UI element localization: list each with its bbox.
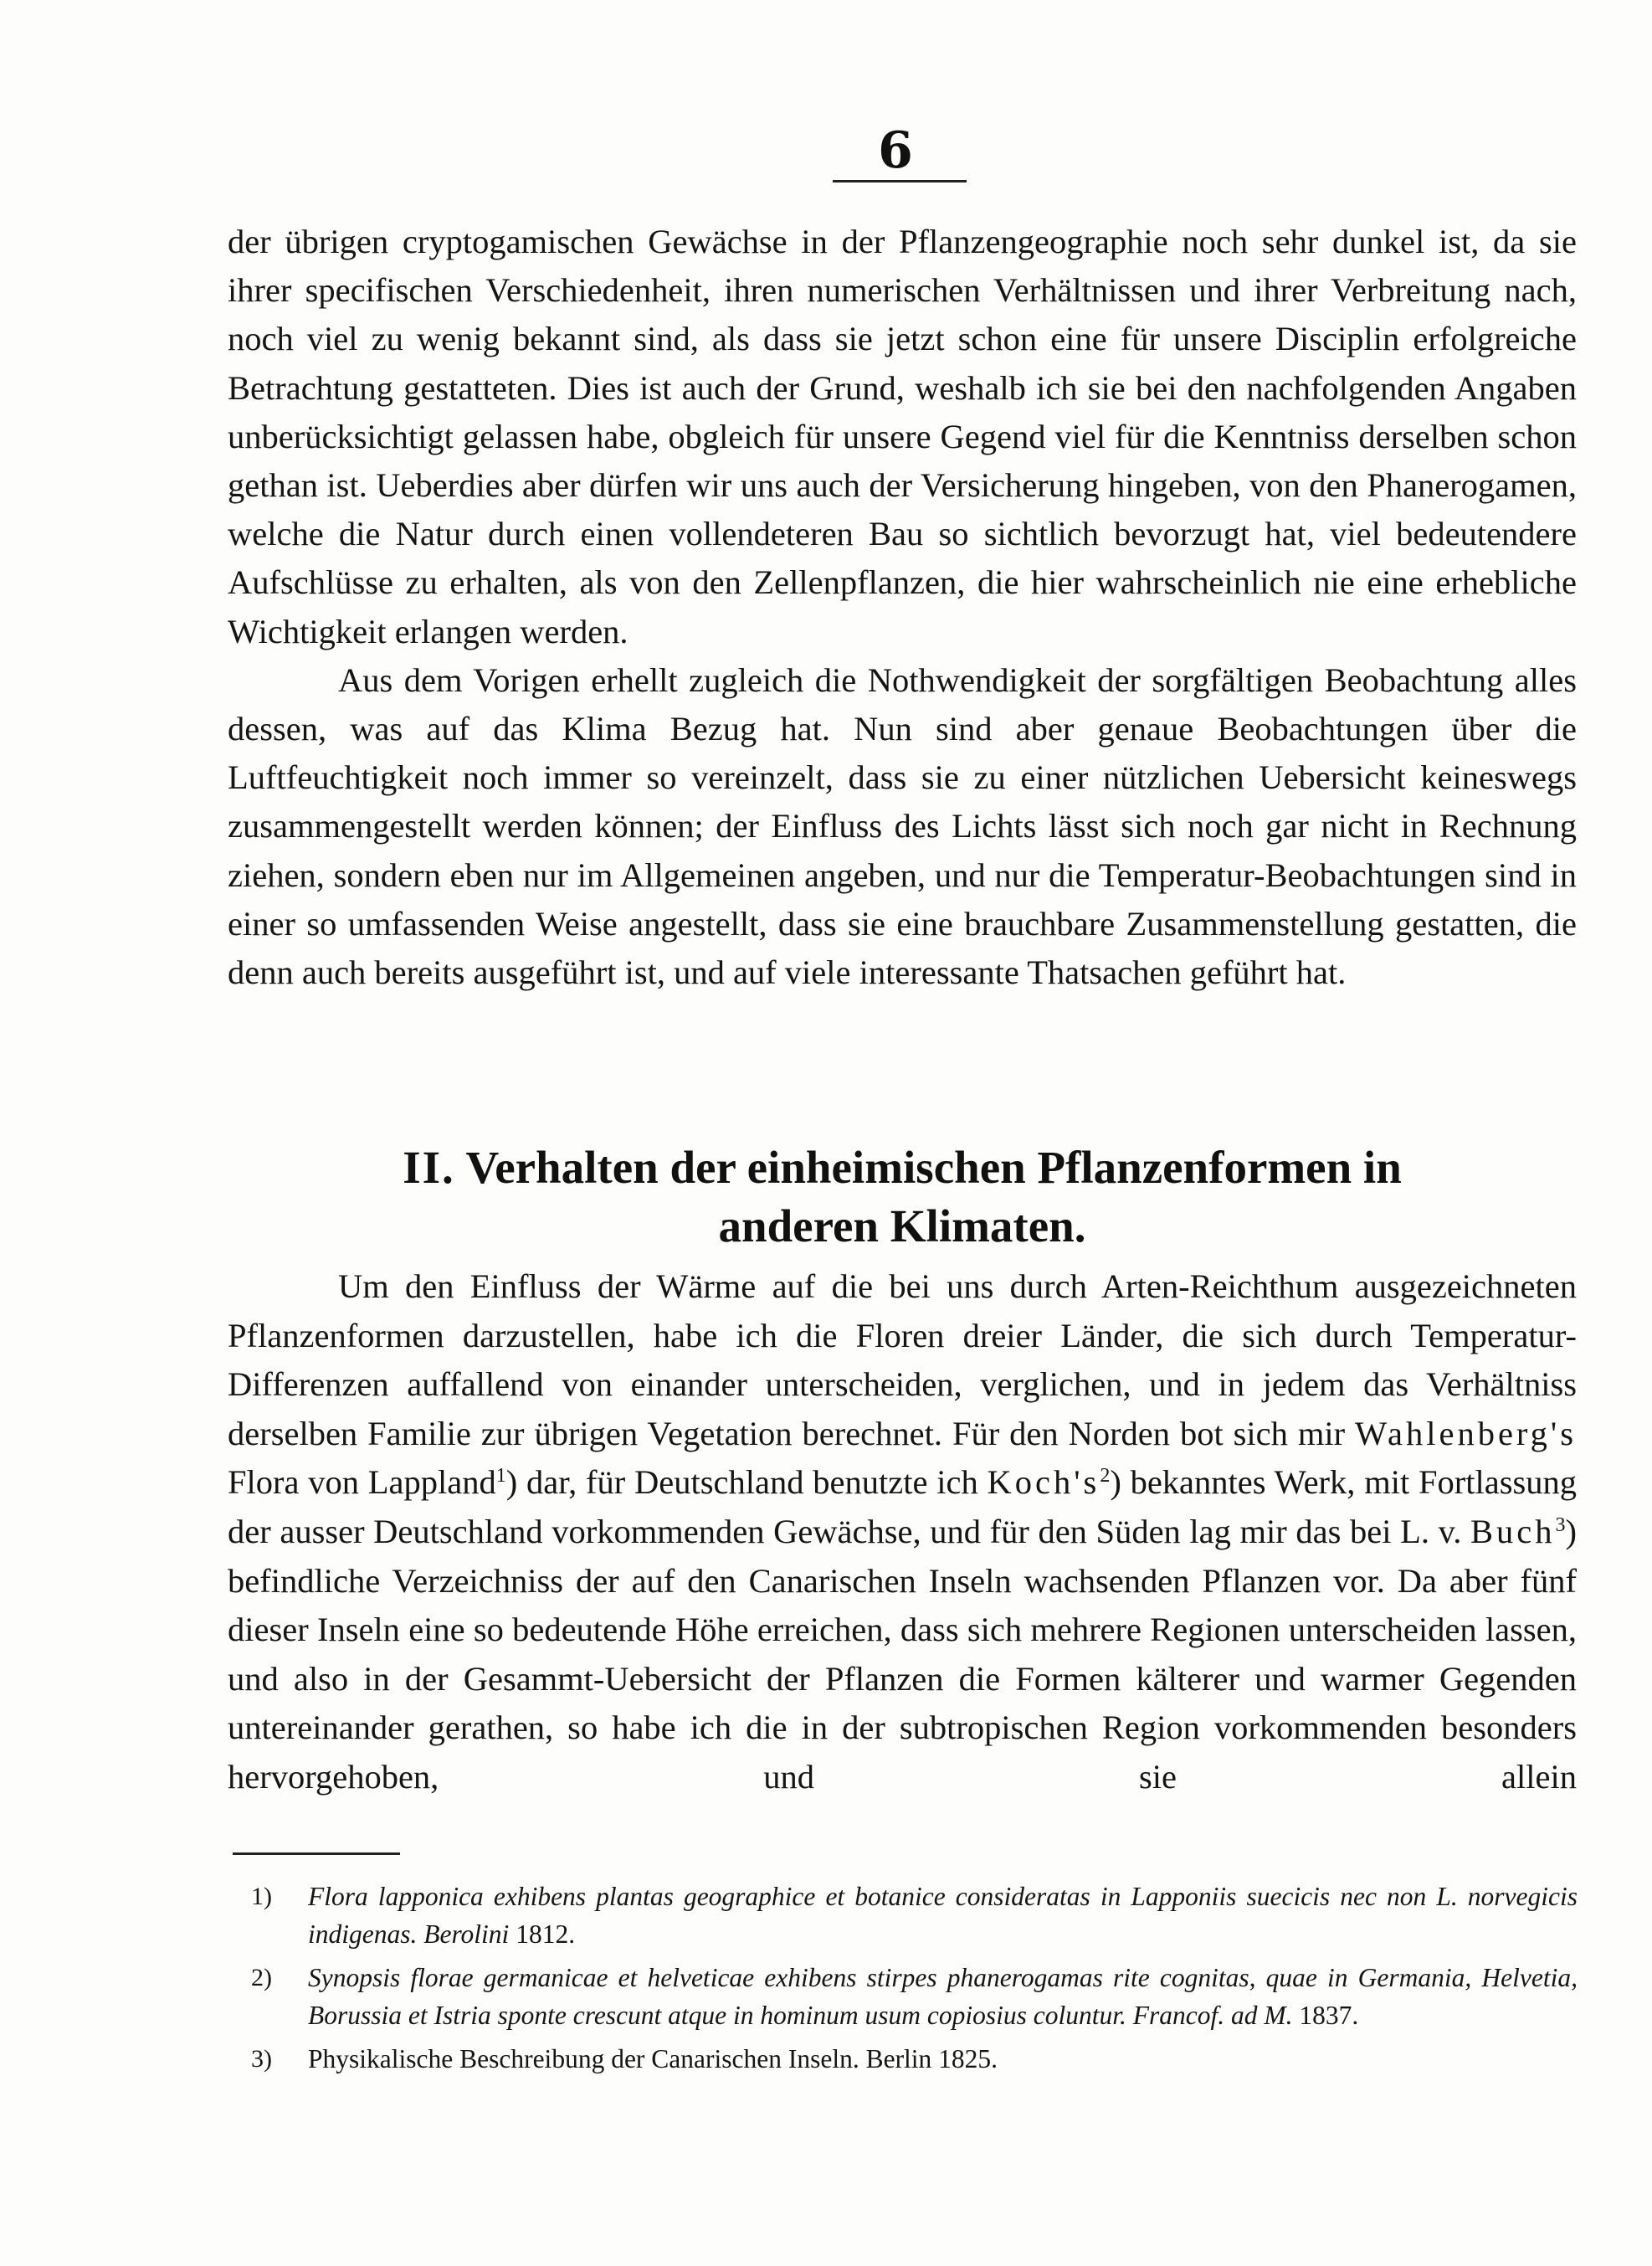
footnote-separator [233,1852,400,1855]
section-title-line2: anderen Klimaten. [718,1200,1086,1251]
section-title-line1: Verhalten der einheimischen Pflanzenformen in [465,1142,1402,1193]
footnote-text [308,1959,1578,2034]
paragraph-main [228,1262,1577,1802]
paragraph-climate: Aus dem Vorigen erhellt zugleich die Nothwendigkeit der sorgfältigen Beobachtung alles dessen, was auf das Klima Bezug hat. Nun sind aber genaue Beobachtungen über die Luftfeuchtigkeit noch immer so vereinzelt, dass sie zu einer nützlichen Uebersicht keineswegs zusammengestellt werden können; der Einfluss des Lichts lässt sich noch gar nicht in Rechnung ziehen, sondern eben nur im Allgemeinen angeben, und nur die Temperatur-Beobachtungen sind in einer so umfassenden Weise angestellt, dass sie eine brauchbare Zusammenstellung gestatten, die denn auch bereits ausgeführt ist, und auf viele interessante Thatsachen geführt hat. [228,660,1577,992]
author-name-wahlenberg: Wahlenberg's [1355,1414,1577,1452]
footnote-text [308,1878,1578,1953]
footnote-roman: 1812. [509,1919,576,1949]
section-heading-line1 [228,1138,1577,1197]
footnote-ref-1: 1 [495,1465,506,1488]
footnote-italic: Synopsis florae germanicae et helveticae exhibens stirpes phanerogamas rite cognitas, quae in Germania, Helvetia, Borussia et Istria sponte crescunt atque in hominum usum copiosius coluntur. Francof. ad M. [308,1963,1578,2030]
footnote-1 [251,1878,1578,1953]
footnote-ref-2: 2 [1100,1465,1111,1488]
page-number-rule [833,180,967,182]
footnote-italic: Flora lapponica exhibens plantas geographice et botanice consideratas in Lapponiis suecicis nec non L. norvegicis indigenas. Berolini [308,1882,1578,1949]
footnote-2 [251,1959,1578,2034]
page-number: 6 [878,121,913,180]
footnote-ref-3: 3 [1555,1513,1566,1536]
text-run: ) dar, für Deutschland benutzte ich [505,1463,988,1502]
body-text-top [228,218,1577,997]
footnotes [251,1878,1578,2084]
section-heading [228,1138,1577,1256]
footnote-text [308,2040,1578,2078]
footnote-roman: 1837. [1292,2001,1359,2030]
footnote-roman: Physikalische Beschreibung der Canarischen Inseln. Berlin 1825. [308,2044,998,2073]
footnote-mark: 2) [251,1964,272,1991]
text-run: Um den Einfluss der Wärme auf die bei uns durch Arten-Reichthum ausgezeichneten Pflanzenformen darzustellen, habe ich die Floren dreier Länder, die sich durch Temperatur-Differenzen auffallend von einander unterscheiden, verglichen, und in jedem das Verhältniss derselben Familie zur übrigen Vegetation berechnet. Für den Norden bot sich mir [228,1267,1577,1452]
author-name-buch: Buch [1470,1512,1556,1550]
body-text-main [228,1262,1577,1802]
text-run: ) bekanntes Werk, mit Fortlassung der ausser Deutschland vorkommenden Gewächse, und für den Süden lag mir das bei L. v. [228,1463,1577,1550]
footnote-mark: 1) [251,1883,272,1910]
text-run: Flora von Lappland [228,1463,496,1502]
paragraph-continuation: der übrigen cryptogamischen Gewächse in der Pflanzengeographie noch sehr dunkel ist, da sie ihrer specifischen Verschiedenheit, ihren numerischen Verhältnissen und ihrer Verbreitung nach, noch viel zu wenig bekannt sind, als dass sie jetzt schon eine für unsere Disciplin erfolgreiche Betrachtung gestatteten. Dies ist auch der Grund, weshalb ich sie bei den nachfolgenden Angaben unberücksichtigt gelassen habe, obgleich für unsere Gegend viel für die Kenntniss derselben schon gethan ist. Ueberdies aber dürfen wir uns auch der Versicherung hingeben, von den Phanerogamen, welche die Natur durch einen vollendeteren Bau so sichtlich bevorzugt hat, viel bedeutendere Aufschlüsse zu erhalten, als von den Zellenpflanzen, die hier wahrscheinlich nie eine erhebliche Wichtigkeit erlangen werden. [228,223,1577,650]
footnote-3 [251,2040,1578,2078]
footnote-mark: 3) [251,2045,272,2073]
section-number: II. [403,1142,455,1193]
author-name-koch: Koch's [987,1463,1100,1502]
text-run: ) befindliche Verzeichniss der auf den Canarischen Inseln wachsenden Pflanzen vor. Da aber fünf dieser Inseln eine so bedeutende Höhe erreichen, dass sich mehrere Regionen unterscheiden lassen, und also in der Gesammt-Uebersicht der Pflanzen die Formen kälterer und warmer Gegenden untereinander gerathen, so habe ich die in der subtropischen Region vorkommenden besonders hervorgehoben, und sie allein [228,1512,1577,1796]
